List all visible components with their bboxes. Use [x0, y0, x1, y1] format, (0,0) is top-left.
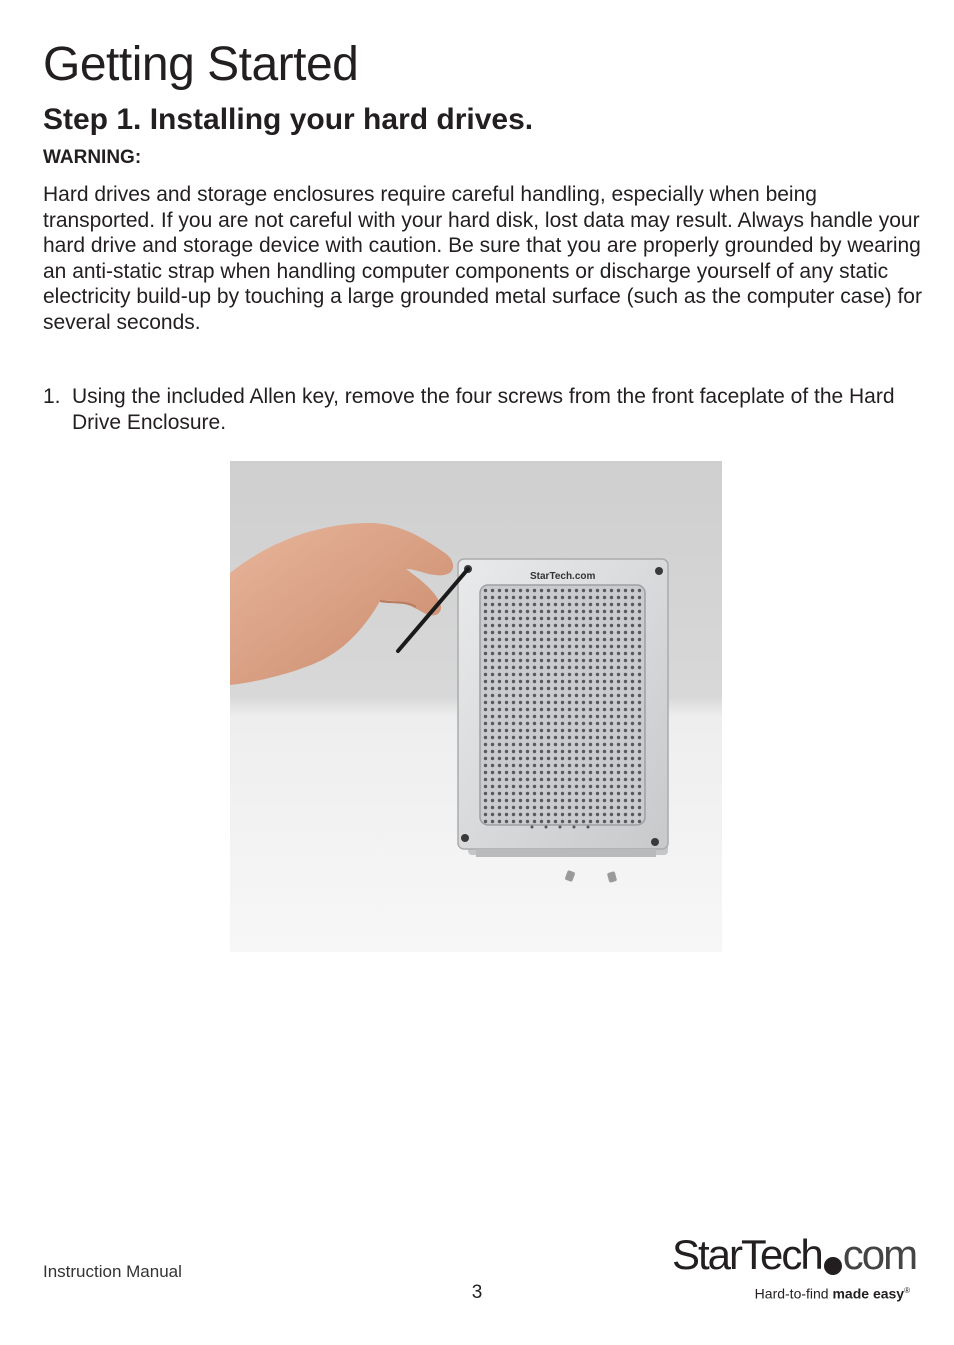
loose-screw-icon — [607, 871, 617, 883]
hand-with-allen-key — [230, 523, 468, 685]
brand-wordmark — [672, 1230, 916, 1280]
page-number: 3 — [471, 1282, 483, 1303]
step-item — [43, 384, 903, 435]
step-list — [43, 384, 903, 435]
step-heading: Step 1. Installing your hard drives. — [43, 103, 534, 136]
warning-text: Hard drives and storage enclosures require careful handling, especially when being transported. If you are not careful with your hard disk, lost data may result. Always handle your hard drive and storage device with caution. Be sure that you are properly grounded by wearing an anti-static strap when handling computer components or discharge yourself of any static electricity build-up by touching a large grounded metal surface (such as the computer case) for several seconds. — [43, 183, 922, 334]
tagline-normal: Hard-to-find — [754, 1285, 833, 1302]
brand-star: StarTech — [672, 1231, 822, 1278]
device-brand-label: StarTech.com — [530, 571, 596, 582]
footer-manual-label: Instruction Manual — [43, 1262, 182, 1281]
tagline-mark: ® — [904, 1286, 910, 1295]
step-text: Using the included Allen key, remove the four screws from the front faceplate of the Hard Drive Enclosure. — [72, 385, 895, 434]
enclosure-photo — [230, 461, 722, 952]
vent-grille — [480, 585, 645, 825]
page-title: Getting Started — [43, 38, 359, 91]
brand-com: com — [842, 1231, 917, 1278]
tagline-bold: made easy — [832, 1285, 905, 1302]
startech-logo — [668, 1230, 918, 1310]
enclosure-illustration — [230, 461, 722, 952]
screw-icon — [651, 838, 659, 846]
screw-icon — [655, 567, 663, 575]
warning-label: WARNING: — [43, 147, 142, 168]
brand-tagline — [755, 1282, 910, 1303]
step-number: 1. — [43, 385, 61, 408]
screw-icon — [461, 834, 469, 842]
loose-screw-icon — [565, 870, 576, 882]
brand-dot-icon — [824, 1257, 842, 1275]
